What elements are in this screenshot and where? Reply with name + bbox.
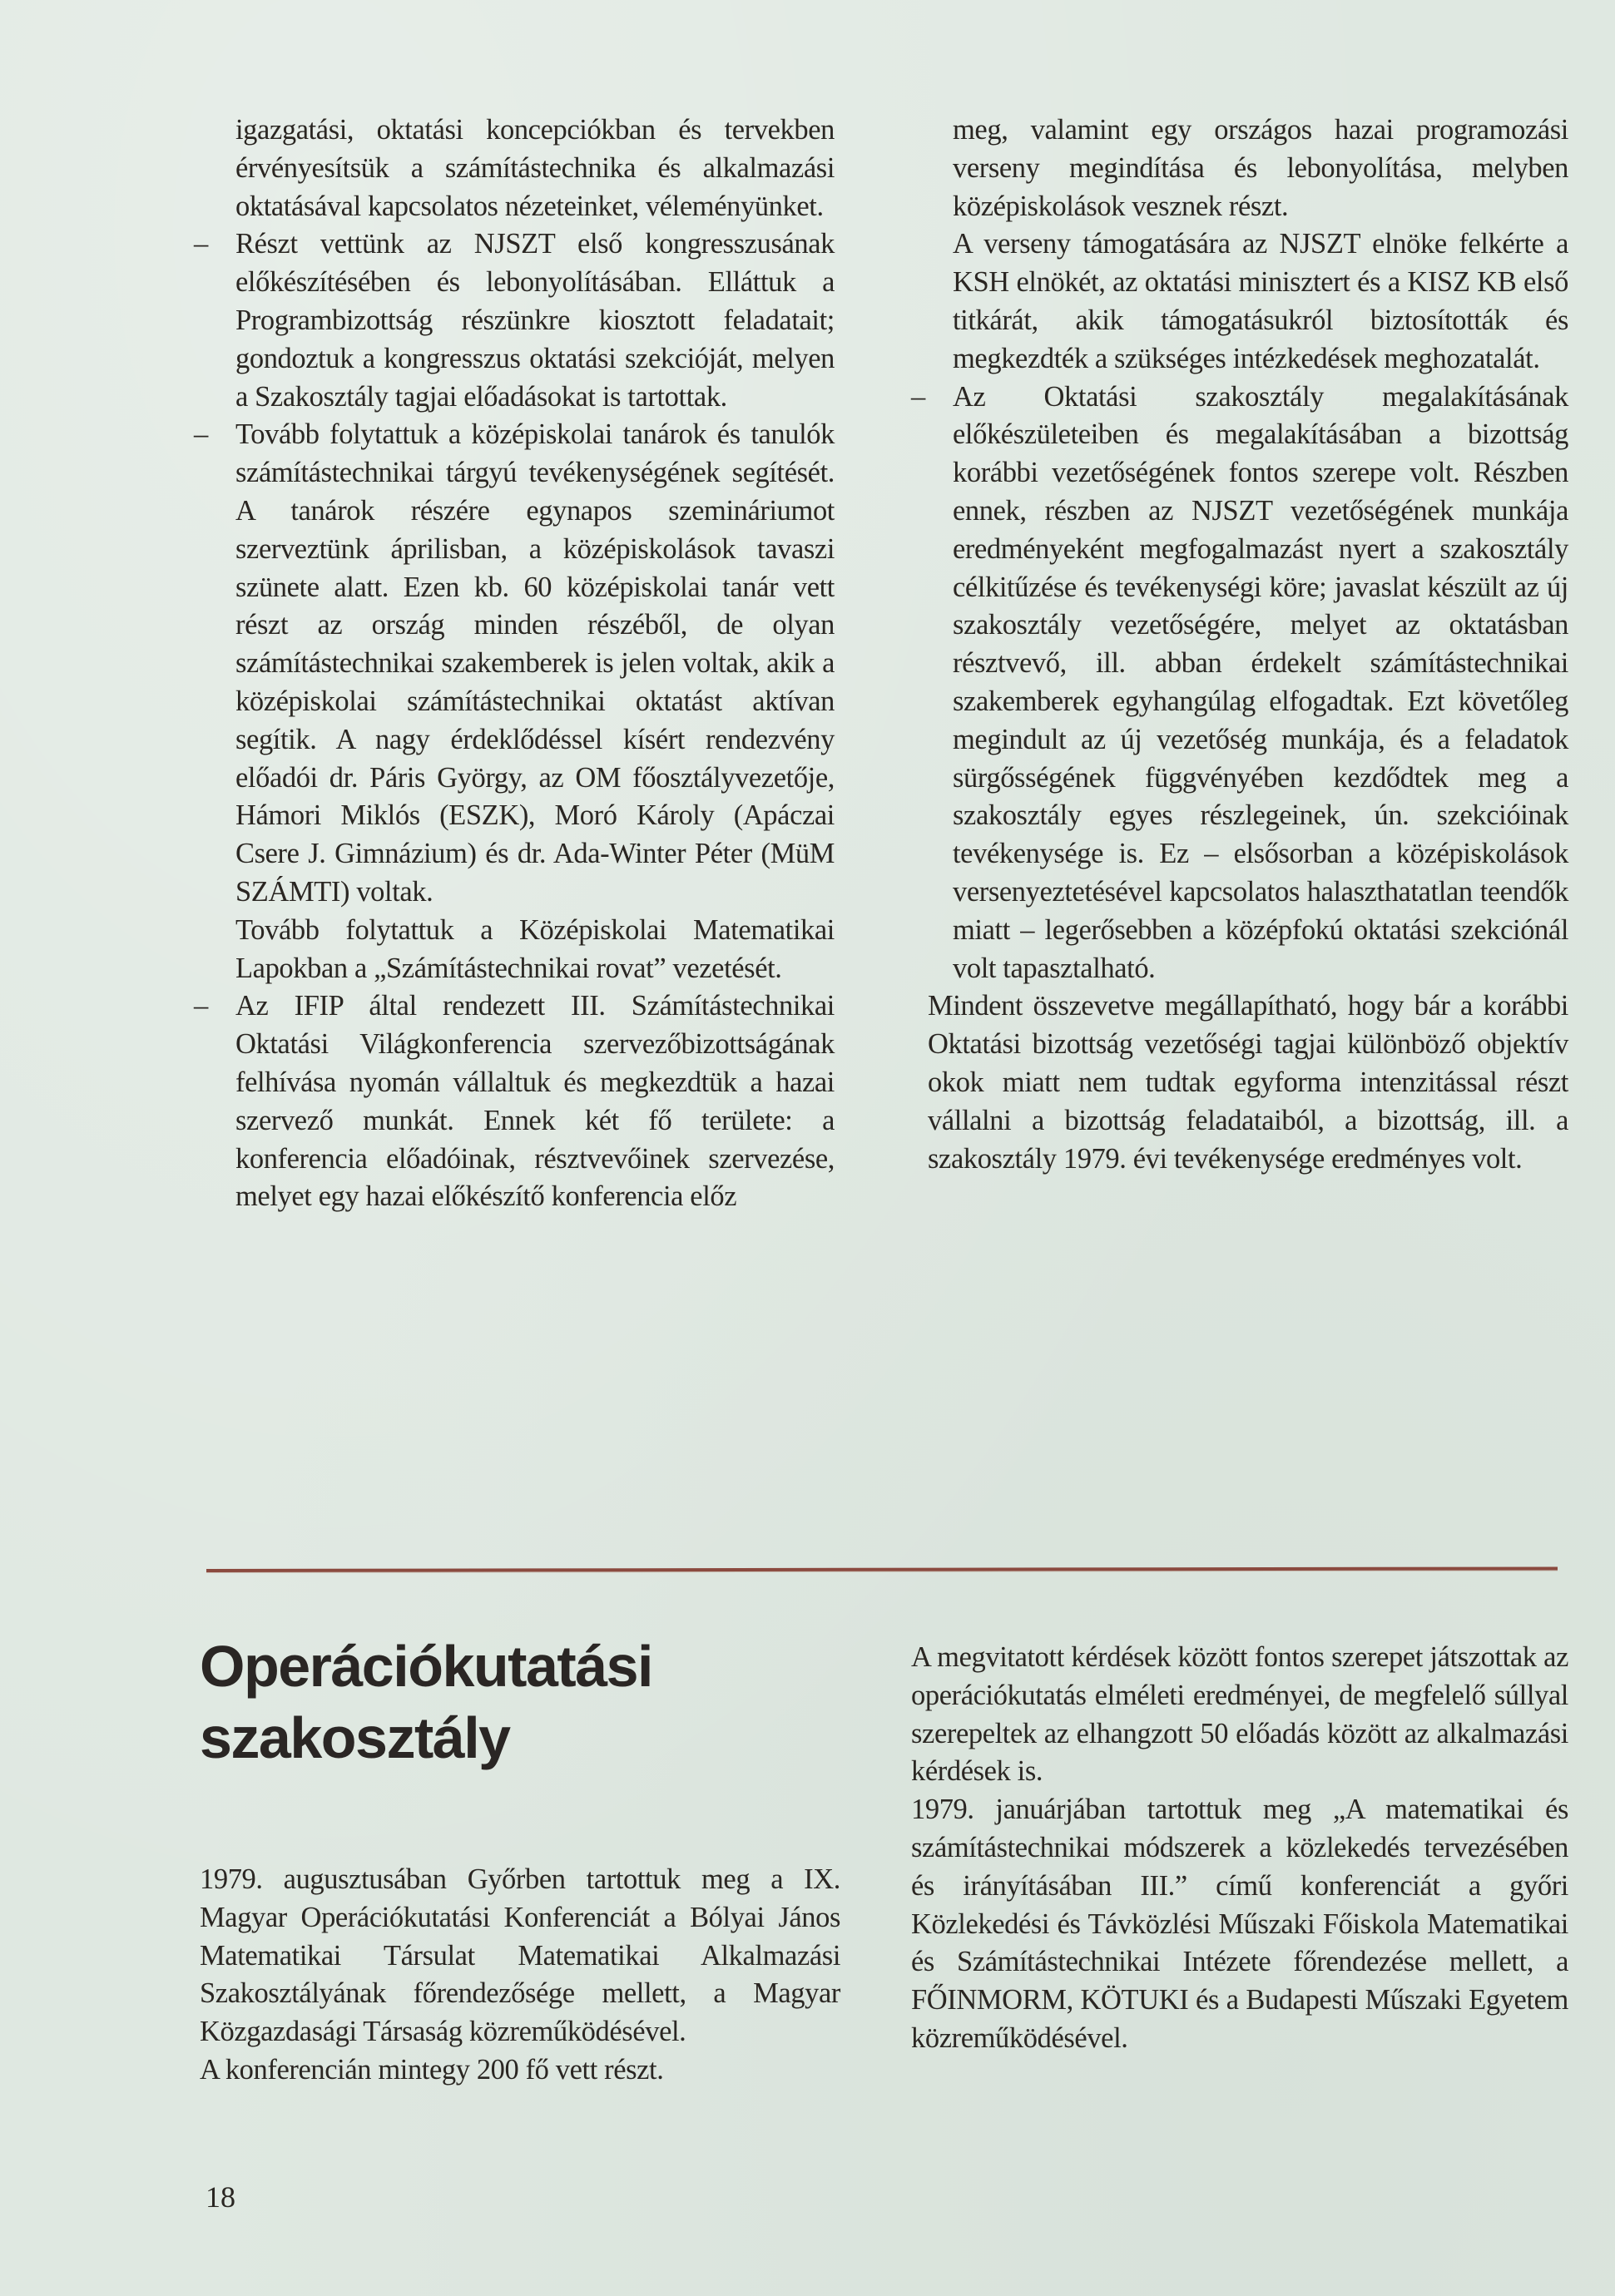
- dash-bullet: –: [194, 418, 208, 451]
- list-item: [194, 416, 835, 911]
- right-column-bottom: [911, 1639, 1568, 2058]
- dash-bullet: –: [194, 228, 208, 260]
- body-paragraph: 1979. januárjában tartottuk meg „A matematikai és számítástechnikai módszerek a közlekedés tervezésében és irányításában III.” című konferenciát a győri Közlekedési és Távközlési Műszaki Főiskola Matematikai és Számítástechnikai Intézete főrendezése mellett, a FŐINMORM, KÖTUKI és a Budapesti Műszaki Egyetem közreműködésével.: [911, 1794, 1568, 2054]
- dash-bullet: –: [911, 380, 925, 413]
- list-item: [194, 987, 835, 1216]
- summary-paragraph: Mindent összevetve megállapítható, hogy bár a korábbi Oktatási bizottság vezetőségi tagjai különböző objektív okok miatt nem tudtak egyforma intenzitással részt vállalni a bizottság feladataiból, a bizottság, ill. a szakosztály 1979. évi tevékenysége eredményes volt.: [928, 990, 1568, 1175]
- list-item: [194, 225, 835, 416]
- list-item: [911, 379, 1568, 988]
- right-column-top: [911, 111, 1568, 1178]
- body-paragraph: A megvitatott kérdések között fontos szerepet játszottak az operációkutatás elméleti eredményei, de megfelelő súllyal szerepeltek az elhangzott 50 előadás között az alkalmazási kérdések is.: [911, 1641, 1568, 1788]
- left-column-bottom: [200, 1861, 840, 2090]
- indented-paragraph: Tovább folytattuk a Középiskolai Matematikai Lapokban a „Számítástechnikai rovat” vezetését.: [235, 913, 835, 984]
- heading-line-1: Operációkutatási: [200, 1634, 652, 1699]
- indented-paragraph: A verseny támogatására az NJSZT elnöke felkérte a KSH elnökét, az oktatási minisztert és a KISZ KB első titkárát, akik támogatásukról biztosították és megkezdték a szükséges intézkedések meghozatalát.: [953, 228, 1568, 374]
- list-item-text: Az IFIP által rendezett III. Számítástechnikai Oktatási Világkonferencia szervezőbizottságának felhívása nyomán vállaltuk és megkezdtük a hazai szervező munkát. Ennek két fő területe: a konferencia előadóinak, résztvevőinek szervezése, melyet egy hazai előkészítő konferencia előz: [235, 990, 835, 1213]
- continuation-paragraph: igazgatási, oktatási koncepciókban és tervekben érvényesítsük a számítástechnika és alkalmazási oktatásával kapcsolatos nézeteinket, véleményünket.: [235, 114, 835, 222]
- heading-line-2: szakosztály: [200, 1705, 510, 1770]
- section-heading: [200, 1630, 652, 1774]
- body-paragraph: A konferencián mintegy 200 fő vett részt.: [200, 2053, 664, 2086]
- list-item-text: Az Oktatási szakosztály megalakításának előkészületeiben és megalakításában a bizottság korábbi vezetőségének fontos szerepe volt. Részben ennek, részben az NJSZT vezetőségének munkája eredményeként megfogalmazást nyert a szakosztály célkitűzése és tevékenységi köre; javaslat készült az új szakosztály vezetőségére, melyet az oktatásban résztvevő, ill. abban érdekelt számítástechnikai szakemberek egyhangúlag elfogadtak. Ezt követőleg megindult az új vezetőség munkája, és a feladatok sürgősségének függvényében kezdődtek meg a szakosztály egyes részlegeinek, ún. szekcióinak tevékenysége is. Ez – elsősorban a középiskolások versenyeztetésével kapcsolatos halaszthatatlan teendők miatt – legerősebben a középfokú oktatási szekciónál volt tapasztalható.: [953, 380, 1568, 984]
- dash-bullet: –: [194, 990, 208, 1022]
- page-number: 18: [206, 2180, 235, 2214]
- list-item-text: Tovább folytattuk a középiskolai tanárok és tanulók számítástechnikai tárgyú tevékenységének segítését. A tanárok részére egynapos szemináriumot szerveztünk áprilisban, a középiskolások tavaszi szünete alatt. Ezen kb. 60 középiskolai tanár vett részt az ország minden részéből, de olyan számítástechnikai szakemberek is jelen voltak, akik a középiskolai számítástechnikai oktatást aktívan segítik. A nagy érdeklődéssel kísért rendezvény előadói dr. Páris György, az OM főosztályvezetője, Hámori Miklós (ESZK), Moró Károly (Apáczai Csere J. Gimnázium) és dr. Ada-Winter Péter (MüM SZÁMTI) voltak.: [235, 418, 835, 908]
- body-paragraph: 1979. augusztusában Győrben tartottuk meg a IX. Magyar Operációkutatási Konferenciát a Bólyai János Matematikai Társulat Matematikai Alkalmazási Szakosztályának főrendezősége mellett, a Magyar Közgazdasági Társaság közreműködésével.: [200, 1863, 840, 2048]
- section-divider-rule: [206, 1566, 1558, 1572]
- continuation-paragraph: meg, valamint egy országos hazai programozási verseny megindítása és lebonyolítása, melyben középiskolások vesznek részt.: [953, 114, 1568, 222]
- list-item-text: Részt vettünk az NJSZT első kongresszusának előkészítésében és lebonyolításában. Elláttuk a Programbizottság részünkre kiosztott feladatait; gondoztuk a kongresszus oktatási szekcióját, melyen a Szakosztály tagjai előadásokat is tartottak.: [235, 228, 835, 413]
- left-column-top: [194, 111, 835, 1216]
